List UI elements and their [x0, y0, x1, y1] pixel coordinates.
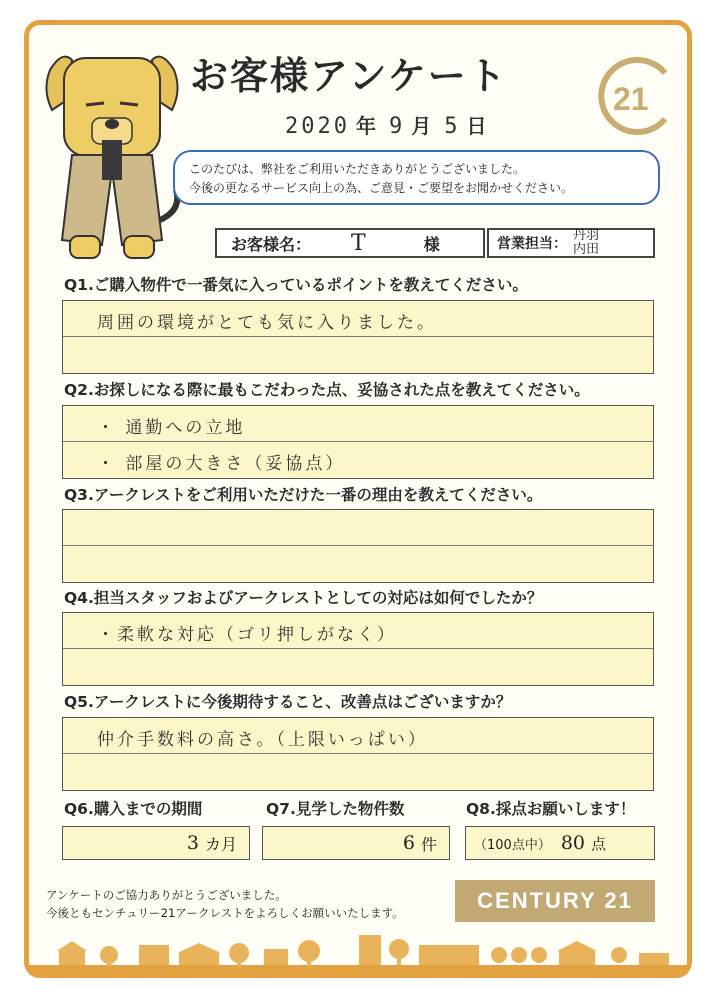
q5-label: Q5.アークレストに今後期待すること、改善点はございますか？	[64, 693, 512, 711]
customer-label: お客様名：	[231, 234, 312, 254]
q4-answer-line-1: ・柔軟な対応（ゴリ押しがなく）	[97, 625, 397, 645]
thanks-message	[46, 886, 404, 922]
q8-value: 80	[560, 832, 586, 854]
survey-date	[285, 110, 492, 139]
q8-answer-box	[465, 826, 655, 860]
q4-label: Q4.担当スタッフおよびアークレストとしての対応は如何でしたか？	[64, 589, 543, 607]
year-unit: 年	[355, 114, 376, 138]
q6-unit: カ月	[204, 834, 237, 854]
q2-label: Q2.お探しになる際に最もこだわった点、妥協された点を教えてください。	[64, 381, 590, 399]
q5-answer-box	[62, 717, 654, 791]
month-unit: 月	[411, 114, 432, 138]
staff-label: 営業担当：	[497, 236, 567, 252]
q1-answer-box	[62, 300, 654, 374]
date-month: 9	[388, 114, 406, 139]
customer-name-box	[215, 228, 485, 258]
q7-answer-box	[262, 826, 450, 860]
q8-label: Q8.採点お願いします！	[466, 800, 636, 818]
century21-logo	[595, 55, 677, 137]
q8-prefix: （100点中）	[474, 837, 551, 853]
footer-disclaimer: センチュリー21の加盟店は、すべて独立・自営です。	[245, 980, 414, 988]
intro-line-1: このたびは、弊社をご利用いただきありがとうございました。	[189, 162, 526, 176]
staff-name-line-1: 丹羽	[573, 228, 600, 243]
survey-title: お客様アンケート	[190, 54, 508, 98]
staff-name-line-2: 内田	[573, 242, 600, 257]
q2-answer-box	[62, 405, 654, 479]
date-year: 2020	[285, 114, 350, 139]
logo-number: 21	[613, 81, 649, 117]
q3-answer-box	[62, 509, 654, 583]
q6-answer-box	[62, 826, 250, 860]
customer-honorific: 様	[423, 234, 440, 254]
q1-label: Q1.ご購入物件で一番気に入っているポイントを教えてください。	[64, 276, 528, 294]
staff-name	[573, 229, 599, 257]
q7-value: 6	[402, 832, 415, 854]
thanks-line-2: 今後ともセンチュリー21アークレストをよろしくお願いいたします。	[46, 906, 404, 920]
q3-label: Q3.アークレストをご利用いただけた一番の理由を教えてください。	[64, 486, 543, 504]
q6-value: 3	[186, 832, 199, 854]
q7-unit: 件	[420, 834, 437, 854]
intro-line-2: 今後の更なるサービス向上の為、ご意見・ご要望をお聞かせください。	[189, 181, 574, 195]
q7-label: Q7.見学した物件数	[266, 800, 405, 818]
dog-mascot-illustration	[42, 40, 182, 265]
customer-name: T	[351, 230, 366, 256]
q4-answer-box	[62, 612, 654, 686]
day-unit: 日	[466, 114, 487, 138]
town-skyline-illustration	[29, 935, 687, 975]
thanks-line-1: アンケートのご協力ありがとうございました。	[46, 888, 287, 902]
q8-unit: 点	[591, 834, 607, 853]
staff-box	[487, 228, 655, 258]
intro-speech-bubble	[173, 150, 660, 205]
date-day: 5	[444, 114, 461, 139]
q1-answer-line-1: 周囲の環境がとても気に入りました。	[97, 313, 437, 333]
q6-label: Q6.購入までの期間	[64, 800, 203, 818]
q2-answer-line-1: ・ 通勤への立地	[97, 418, 246, 438]
q2-answer-line-2: ・ 部屋の大きさ（妥協点）	[97, 454, 346, 474]
century21-brand-banner: CENTURY 21	[455, 880, 655, 922]
q5-answer-line-1: 仲介手数料の高さ。（上限いっぱい）	[97, 730, 428, 750]
